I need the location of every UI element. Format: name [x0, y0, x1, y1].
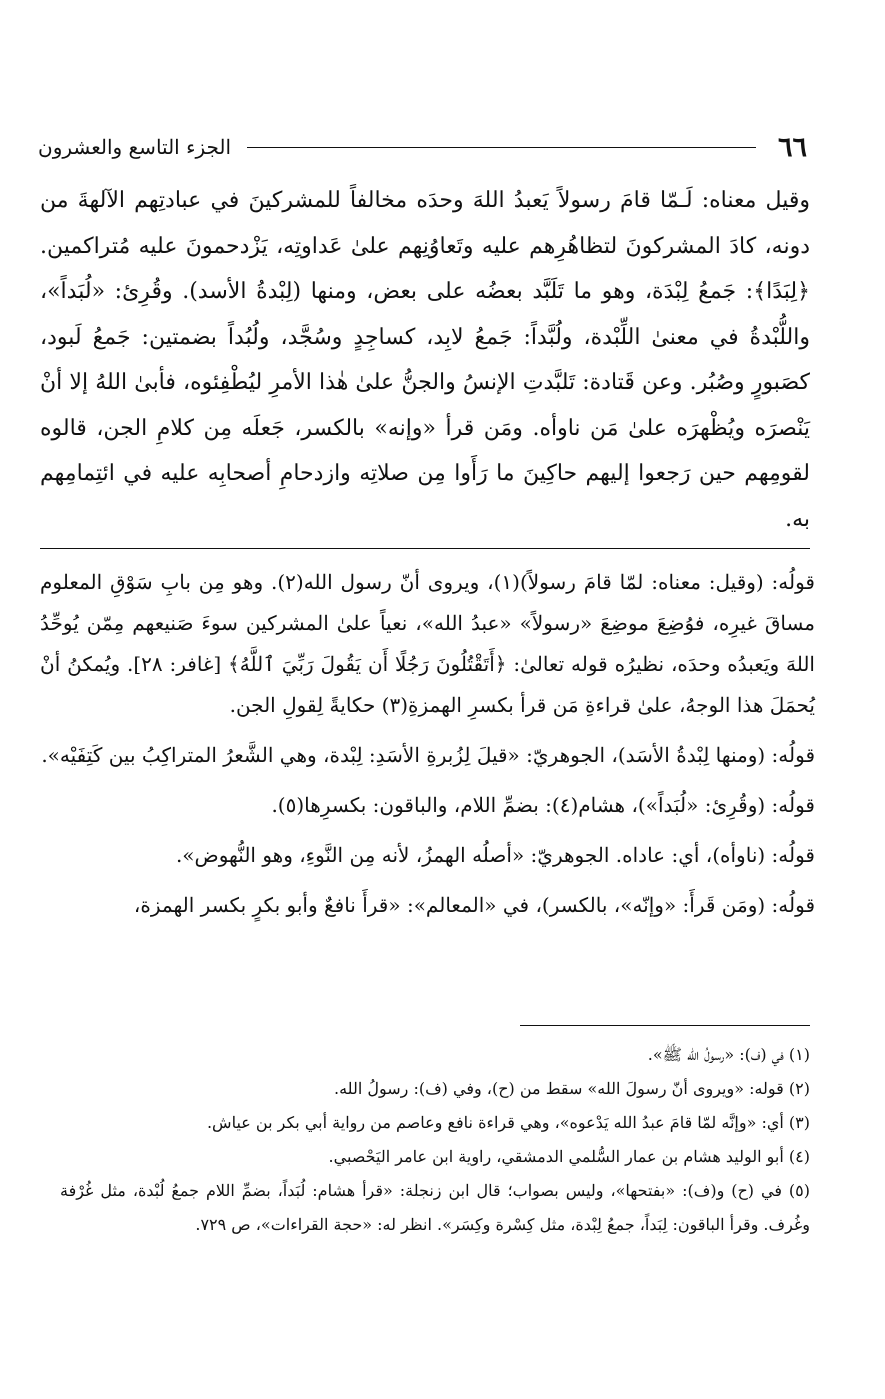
commentary-paragraph: قولُه: (وقُرِئ: «لُبَداً»)، هشام(٤): بضمِّ اللام، والباقون: بكسرِها(٥).: [271, 793, 815, 817]
footnote: (٣) أي: «وإنَّه لمّا قامَ عبدُ الله يَدْعوه»، وهي قراءة نافع وعاصم من رواية أبي بكر بن عياش.: [206, 1113, 810, 1132]
running-title: الجزء التاسع والعشرون: [38, 135, 232, 159]
main-paragraph: وقيل معناه: لَـمّا قامَ رسولاً يَعبدُ اللهَ وحدَه مخالفاً للمشركينَ في عبادتِهم الآلهةَ من دونه، كادَ المشركونَ لتظاهُرِهم عليه وتَعاوُنِهم علىٰ عَداوتِه، يَزْدحمونَ عليه مُتراكمين. ﴿لِبَدًا﴾: جَمعُ لِبْدَة، وهو ما تَلَبَّد بعضُه على بعض، ومنها (لِبْدةُ الأسد). وقُرِئ: «لُبَداً»، واللُّبْدةُ في معنىٰ اللِّبْدة، ولُبَّداً: جَمعُ لابِد، كساجِدٍ وسُجَّد، ولُبُداً بضمتين: جَمعُ لَبود، كصَبورٍ وصُبُر. وعن قَتادة: تَلبَّدتِ الإنسُ والجنُّ علىٰ هٰذا الأمرِ ليُطْفِئوه، فأبىٰ اللهُ إلا أنْ يَنْصرَه ويُظْهرَه علىٰ مَن ناوأه. ومَن قرأ «وإنه» بالكسر، جَعلَه مِن كلامِ الجن، قالوه لقومِهم حين رَجعوا إليهم حاكِينَ ما رَأَوا مِن صلاتِه وازدحامِ أصحابِه عليه في ائتِمامِهم به.: [40, 188, 810, 532]
footnote: (١) في (ف): «رسولُ الله ﷺ».: [647, 1045, 810, 1064]
footnote-divider-rule: [520, 1025, 810, 1026]
commentary-paragraph: قولُه: (ومنها لِبْدةُ الأسَد)، الجوهريّ: «قيلَ لِزُبرةِ الأسَدِ: لِبْدة، وهي الشَّعرُ المتراكِبُ بين كَتِفَيْه».: [41, 743, 815, 767]
commentary-paragraph: قولُه: (ومَن قَرأَ: «وإنّه»، بالكسر)، في «المعالم»: «قرأَ نافعٌ وأبو بكرٍ بكسر الهمزة،: [133, 893, 815, 917]
page-header: [38, 130, 807, 164]
commentary-block: [40, 562, 815, 935]
footnote: (٥) في (ح) و(ف): «بفتحها»، وليس بصواب؛ قال ابن زنجلة: «قرأ هشام: لُبَداً، بضمِّ اللام جمعُ لُبْدة، مثل غُرْفة وغُرف. وقرأ الباقون: لِبَداً، جمعُ لِبْدة، مثل كِسْرة وكِسَر». انظر له: «حجة القراءات»، ص ٧٢٩.: [60, 1181, 810, 1234]
footnotes-block: [60, 1038, 810, 1242]
header-rule: [247, 147, 756, 148]
main-text-block: [40, 178, 810, 542]
commentary-paragraph: قولُه: (وقيل: معناه: لمّا قامَ رسولاً)(١)، ويروى أنّ رسول الله(٢). وهو مِن بابِ سَوْقِ المعلوم مساقَ غيرِه، فوُضِعَ موضِعَ «رسولاً» «عبدُ الله»، نعياً علىٰ المشركين سوءَ صَنيعهم مِمّن يُوحِّدُ اللهَ ويَعبدُه وحدَه، نظيرُه قوله تعالىٰ: ﴿أَتَقْتُلُونَ رَجُلًا أَن يَقُولَ رَبِّيَ ٱللَّهُ﴾ [غافر: ٢٨]. ويُمكنُ أنْ يُحمَلَ هذا الوجهُ، علىٰ قراءةِ مَن قرأ بكسرِ الهمزةِ(٣) حكايةً لِقولِ الجن.: [40, 570, 815, 717]
commentary-paragraph: قولُه: (ناوأه)، أي: عاداه. الجوهريّ: «أصلُه الهمزُ، لأنه مِن النَّوءِ، وهو النُّهوض».: [175, 843, 815, 867]
page-number: ٦٦: [777, 131, 807, 163]
footnote: (٤) أبو الوليد هشام بن عمار السُّلمي الدمشقي، راوية ابن عامر اليَحْصبي.: [328, 1147, 810, 1166]
footnote: (٢) قوله: «ويروى أنّ رسولَ الله» سقط من (ح)، وفي (ف): رسولُ الله.: [333, 1079, 810, 1098]
main-divider-rule: [40, 548, 810, 549]
